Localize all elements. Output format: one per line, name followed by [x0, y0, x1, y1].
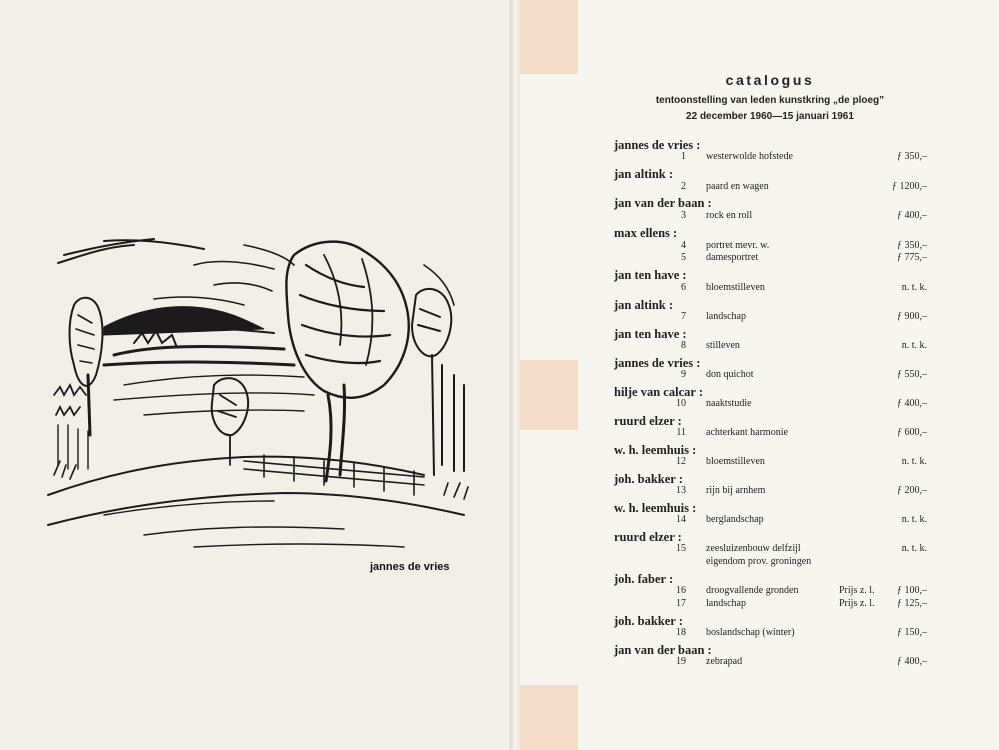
entry-title: zebrapad	[706, 656, 743, 667]
entry-artist: jan ten have :	[614, 327, 687, 341]
entry-price: n. t. k.	[901, 282, 927, 293]
entry-price: n. t. k.	[901, 340, 927, 351]
entry-number: 3	[681, 210, 686, 221]
entry-title: naaktstudie	[706, 398, 752, 409]
entry-number: 11	[676, 427, 686, 438]
landscape-sketch	[44, 225, 480, 555]
entry-number: 6	[681, 282, 686, 293]
catalog-title: catalogus	[725, 72, 815, 88]
entry-artist: joh. bakker :	[614, 472, 683, 486]
entry-price: ƒ 400,–	[897, 210, 927, 221]
entry-price: ƒ 350,–	[897, 240, 927, 251]
entry-title: portret mevr. w.	[706, 240, 770, 251]
entry-price: ƒ 100,–	[897, 585, 927, 596]
entry-title: damesportret	[706, 252, 759, 263]
entry-price: n. t. k.	[901, 543, 927, 554]
entry-title: paard en wagen	[706, 181, 769, 192]
entry-number: 10	[676, 398, 686, 409]
entry-number: 2	[681, 181, 686, 192]
entry-price: n. t. k.	[901, 456, 927, 467]
entry-title: westerwolde hofstede	[706, 151, 793, 162]
entry-number: 12	[676, 456, 686, 467]
entry-title-note: eigendom prov. groningen	[706, 556, 812, 567]
sketch-caption: jannes de vries	[370, 561, 450, 573]
entry-title: landschap	[706, 311, 746, 322]
entry-title: berglandschap	[706, 514, 764, 525]
entry-price: ƒ 400,–	[897, 398, 927, 409]
entry-artist: max ellens :	[614, 226, 678, 240]
entry-artist: ruurd elzer :	[614, 414, 682, 428]
entry-number: 18	[676, 627, 686, 638]
entry-number: 16	[676, 585, 686, 596]
entry-artist: ruurd elzer :	[614, 530, 682, 544]
catalog-dates: 22 december 1960—15 januari 1961	[686, 111, 854, 122]
entry-artist: jannes de vries :	[614, 356, 701, 370]
entry-number: 1	[681, 151, 686, 162]
entry-title: achterkant harmonie	[706, 427, 788, 438]
entry-title: stilleven	[706, 340, 740, 351]
entry-title: landschap	[706, 598, 746, 609]
entry-number: 4	[681, 240, 686, 251]
entry-artist: jan van der baan :	[614, 643, 712, 657]
entry-title: bloemstilleven	[706, 282, 765, 293]
catalog-subtitle: tentoonstelling van leden kunstkring „de ploeg”	[655, 95, 885, 106]
entry-price: ƒ 125,–	[897, 598, 927, 609]
entry-price: ƒ 775,–	[897, 252, 927, 263]
entry-title: don quichot	[706, 369, 754, 380]
entry-number: 17	[676, 598, 686, 609]
entry-number: 13	[676, 485, 686, 496]
tape-strip-bottom	[520, 685, 578, 750]
entry-number: 14	[676, 514, 686, 525]
entry-price: ƒ 150,–	[897, 627, 927, 638]
tape-strip-top	[520, 0, 578, 74]
entry-price: ƒ 550,–	[897, 369, 927, 380]
entry-title: rock en roll	[706, 210, 753, 221]
entry-artist: jannes de vries :	[614, 138, 701, 152]
entry-artist: w. h. leemhuis :	[614, 443, 697, 457]
entry-title: zeesluizenbouw delfzijl	[706, 543, 801, 554]
entry-price: ƒ 600,–	[897, 427, 927, 438]
entry-artist: joh. faber :	[614, 572, 674, 586]
entry-artist: jan van der baan :	[614, 196, 712, 210]
entry-number: 9	[681, 369, 686, 380]
entry-artist: hilje van calcar :	[614, 385, 703, 399]
entry-artist: joh. bakker :	[614, 614, 683, 628]
entry-price: ƒ 400,–	[897, 656, 927, 667]
entry-title: bloemstilleven	[706, 456, 765, 467]
tape-strip-middle	[520, 360, 578, 430]
entry-number: 7	[681, 311, 686, 322]
entry-price: ƒ 900,–	[897, 311, 927, 322]
entry-price: ƒ 200,–	[897, 485, 927, 496]
entry-price: ƒ 1200,–	[892, 181, 927, 192]
entry-title: rijn bij arnhem	[706, 485, 766, 496]
entry-artist: jan altink :	[614, 167, 674, 181]
entry-price: n. t. k.	[901, 514, 927, 525]
entry-artist: jan altink :	[614, 298, 674, 312]
entry-number: 5	[681, 252, 686, 263]
entry-price-label: Prijs z. l.	[839, 585, 875, 596]
entry-price-label: Prijs z. l.	[839, 598, 875, 609]
entry-number: 15	[676, 543, 686, 554]
entry-price: ƒ 350,–	[897, 151, 927, 162]
entry-title: droogvallende gronden	[706, 585, 799, 596]
entry-artist: w. h. leemhuis :	[614, 501, 697, 515]
entry-artist: jan ten have :	[614, 268, 687, 282]
entry-number: 8	[681, 340, 686, 351]
entry-number: 19	[676, 656, 686, 667]
entry-title: boslandschap (winter)	[706, 627, 795, 638]
